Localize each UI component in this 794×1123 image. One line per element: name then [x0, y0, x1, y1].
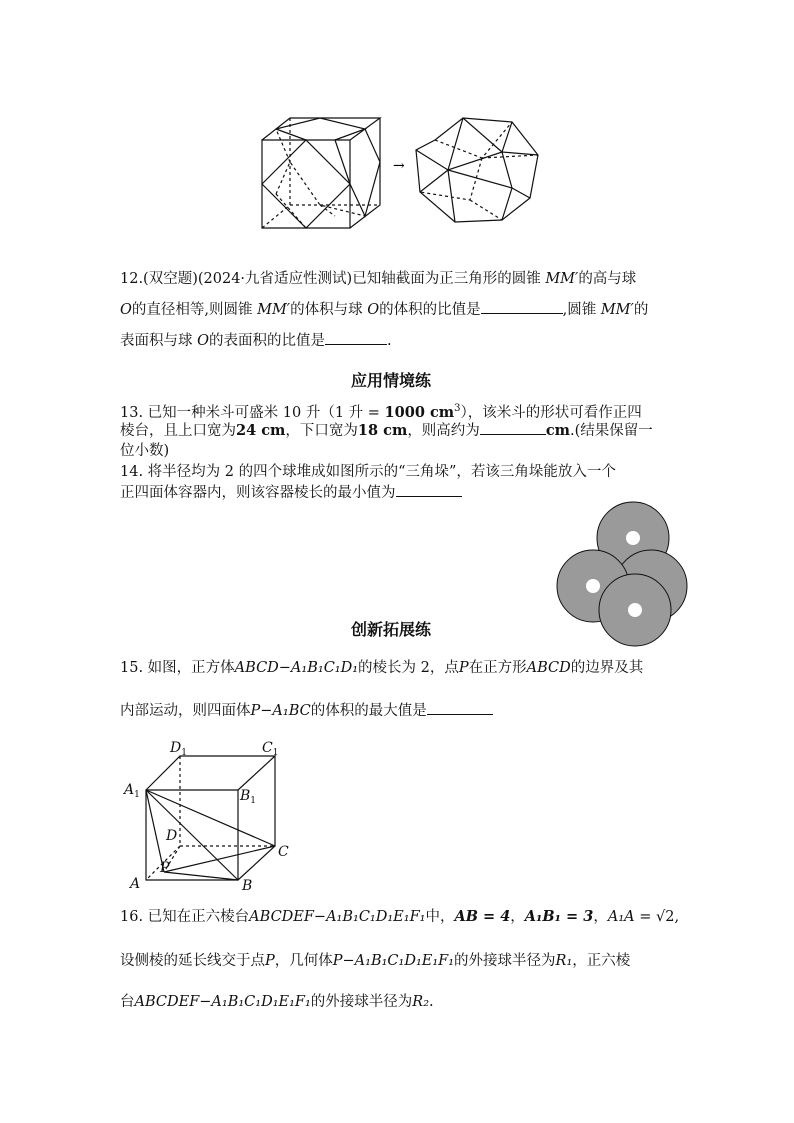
label-a: A: [130, 876, 141, 892]
label-b: B: [242, 878, 253, 894]
cuboctahedron-edge: [420, 170, 448, 192]
q13-line-2: 棱台，且上口宽为24 cm，下口宽为18 cm，则高约为 cm.(结果保留一: [120, 422, 653, 439]
cube-edge-cut: [335, 140, 350, 184]
cuboctahedron-outline: [416, 118, 538, 222]
label-b1: $B_1$: [240, 788, 257, 806]
sphere-center-dot: [628, 603, 642, 617]
label-d1: $D_1$: [170, 740, 187, 758]
cube-top-face: [262, 118, 380, 140]
q14-line-1: 14. 将半径均为 2 的四个球堆成如图所示的“三角垛”，若该三角垛能放入一个: [120, 464, 616, 480]
label-p: P: [160, 860, 170, 876]
cube-right-face: [350, 118, 380, 228]
q14-line-2: 正四面体容器内，则该容器棱长的最小值为: [120, 482, 462, 504]
q13-line-3: 位小数): [120, 443, 170, 459]
q12-line-1: 12.(双空题)(2024·九省适应性测试)已知轴截面为正三角形的圆锥 MM′的高与球: [120, 271, 637, 287]
label-d: D: [166, 828, 178, 844]
cube-right-face: [238, 756, 275, 880]
sphere-center-dot: [586, 579, 600, 593]
segment-p-c: [164, 846, 275, 872]
q13-answer-blank[interactable]: [480, 420, 546, 435]
cuboctahedron-edge: [416, 150, 538, 170]
cube-to-cuboctahedron-figure: [250, 110, 550, 235]
cuboctahedron-edge: [448, 118, 463, 222]
q16-line-2: 设侧棱的延长线交于点P，几何体P−A₁B₁C₁D₁E₁F₁的外接球半径为R₁，正六棱: [120, 953, 631, 969]
q14-answer-blank[interactable]: [396, 482, 462, 497]
q16-line-3: 台ABCDEF−A₁B₁C₁D₁E₁F₁的外接球半径为R₂.: [120, 994, 434, 1010]
q12-line-2: O的直径相等,则圆锥 MM′的体积与球 O的体积的比值是 ,圆锥 MM′的: [120, 299, 648, 321]
q15-line-2: 内部运动，则四面体P−A₁BC的体积的最大值是: [120, 700, 493, 722]
section-heading-application: 应用情境练: [351, 371, 432, 390]
q15-answer-blank[interactable]: [427, 700, 493, 715]
label-a1: $A_1$: [124, 782, 140, 800]
label-c1: $C_1$: [262, 740, 279, 758]
q13-line-1: 13. 已知一种米斗可盛米 10 升（1 升 = 1000 $cm^3$），该米斗的形状可看作正四: [120, 403, 642, 421]
q16-line-1: 16. 已知在正六棱台ABCDEF−A₁B₁C₁D₁E₁F₁中，AB = 4，A₁B₁ = 3，A₁A = √2,: [120, 908, 680, 925]
segment-p-b: [164, 872, 238, 880]
cuboctahedron-edge: [448, 170, 512, 220]
label-c: C: [278, 844, 289, 860]
transform-arrow: →: [393, 158, 405, 174]
section-heading-innovation: 创新拓展练: [351, 620, 432, 639]
cube-top-cut: [276, 118, 365, 140]
q12-line-3: 表面积与球 O的表面积的比值是 .: [120, 330, 392, 352]
q12-answer-blank-1[interactable]: [481, 299, 563, 314]
cube-abcd-figure: [120, 732, 300, 894]
q15-line-1: 15. 如图，正方体ABCD−A₁B₁C₁D₁的棱长为 2，点P在正方形ABCD的边界及其: [120, 660, 644, 676]
cube-right-cut: [350, 129, 380, 216]
cuboctahedron-edge: [463, 118, 502, 152]
sphere-center-dot: [626, 531, 640, 545]
q12-answer-blank-2[interactable]: [325, 330, 387, 345]
cube-top-face: [146, 756, 275, 790]
stacked-spheres-figure: [555, 500, 695, 650]
